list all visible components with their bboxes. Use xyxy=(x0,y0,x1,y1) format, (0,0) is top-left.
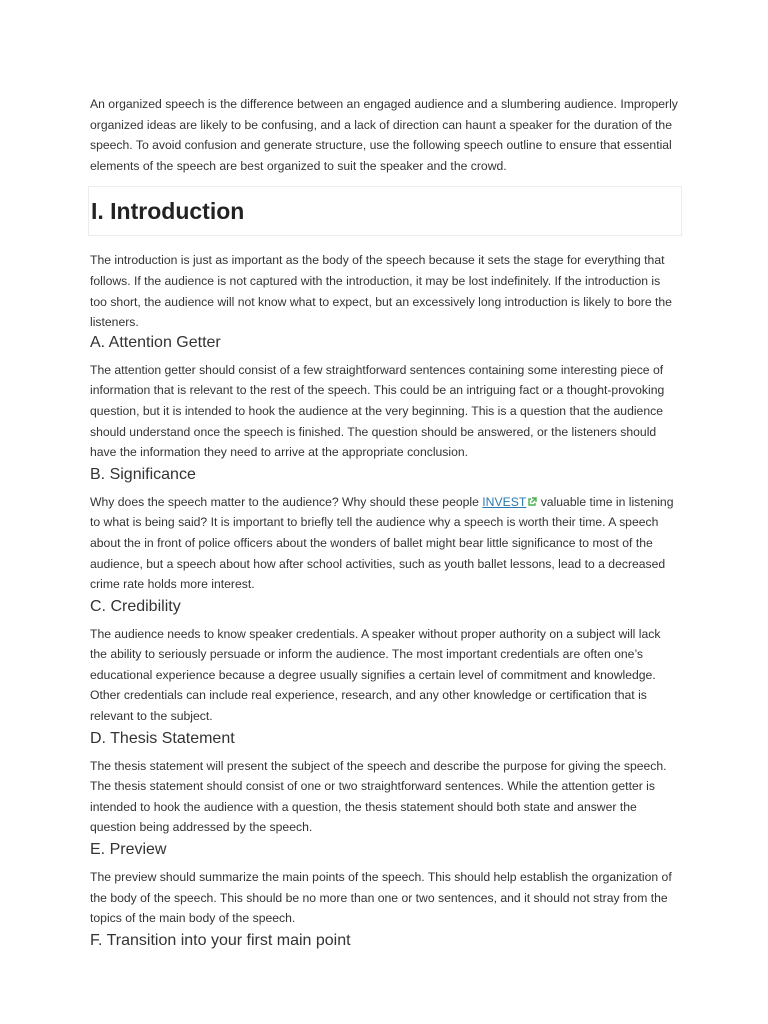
preview-heading: E. Preview xyxy=(90,841,167,859)
significance-text-start: Why does the speech matter to the audience? Why should these people xyxy=(90,494,483,509)
section-heading-box xyxy=(88,186,682,236)
section-paragraph: The introduction is just as important as the body of the speech because it sets the stage for everything that follows. If the audience is not captured with the introduction, it may be lost indefinitely. If the introduction is too short, the audience will not know what to expect, but an excessively long introduction is likely to bore the listeners. xyxy=(90,253,672,330)
intro-paragraph: An organized speech is the difference between an engaged audience and a slumbering audience. Improperly organized ideas are likely to be confusing, and a lack of direction can haunt a speaker for the duration of the speech. To avoid confusion and generate structure, use the following speech outline to ensure that essential elements of the speech are best organized to suit the speaker and the crowd. xyxy=(90,97,678,173)
significance-text-end: valuable time in listening to what is being said? It is important to briefly tell the audience why a speech is worth their time. A speech about the in front of police officers about the wonders of ballet might bear little significance to most of the audience, but a speech about how after school activities, such as youth ballet lessons, lead to a decreased crime rate holds more interest. xyxy=(90,494,674,592)
credibility-body: The audience needs to know speaker credentials. A speaker without proper authority on a subject will lack the ability to seriously persuade or inform the audience. The most important credentials are often one’s educational experience because a degree usually signifies a certain level of commitment and knowledge. Other credentials can include real experience, research, and any other knowledge or certification that is relevant to the subject. xyxy=(90,626,661,724)
preview-body: The preview should summarize the main points of the speech. This should help establish the organization of the body of the speech. This should be no more than one or two sentences, and it should not stray from the topics of the main body of the speech. xyxy=(90,870,672,926)
invest-link[interactable]: INVEST xyxy=(482,494,527,509)
attention-getter-body: The attention getter should consist of a few straightforward sentences containing some interesting piece of information that is relevant to the rest of the speech. This could be an intriguing fact or a thought-provoking question, but it is intended to hook the audience at the very beginning. This is a question that the audience should understand once the speech is finished. The question should be answered, or the listeners should have the information they need to arrive at the appropriate conclusion. xyxy=(90,362,665,460)
significance-body xyxy=(90,492,680,595)
thesis-body: The thesis statement will present the subject of the speech and describe the purpose for giving the speech. The thesis statement should consist of one or two straightforward sentences. While the attention getter is intended to hook the audience with a question, the thesis statement should both state and answer the question being addressed by the speech. xyxy=(90,758,667,835)
credibility-heading: C. Credibility xyxy=(90,597,181,615)
section-heading: I. Introduction xyxy=(91,197,245,224)
transition-heading: F. Transition into your first main point xyxy=(90,931,351,949)
article-content xyxy=(90,94,680,958)
thesis-heading: D. Thesis Statement xyxy=(90,729,235,747)
attention-getter-heading: A. Attention Getter xyxy=(90,333,221,351)
external-link-icon[interactable] xyxy=(527,493,537,503)
significance-heading: B. Significance xyxy=(90,465,196,483)
